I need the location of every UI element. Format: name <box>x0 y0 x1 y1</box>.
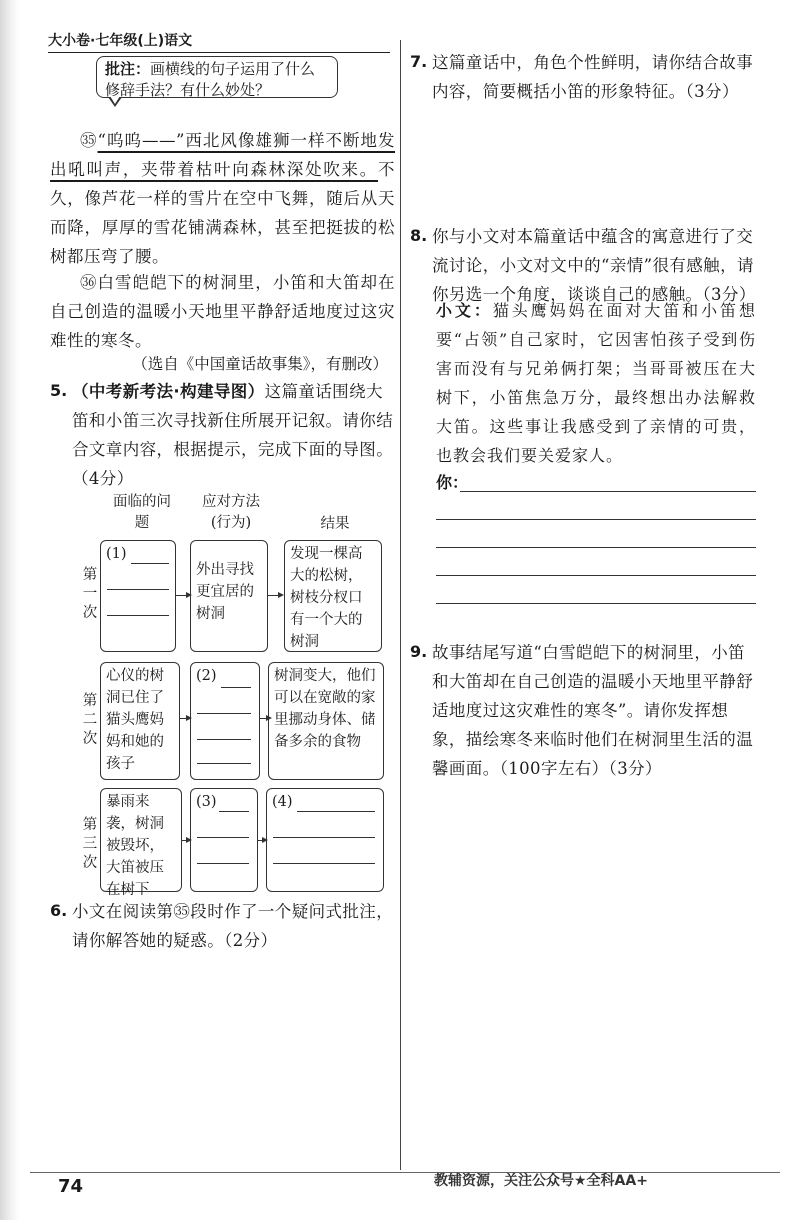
diagram-arrow <box>258 840 266 841</box>
question-5-body: 这篇童话围绕大笛和小笛三次寻找新住所展开记叙。请你结合文章内容，根据提示，完成下面的导图。（4分） <box>72 382 394 488</box>
diagram-box-r1c2: 外出寻找更宜居的树洞 <box>190 540 268 652</box>
answer-blank[interactable] <box>131 563 169 564</box>
footer-rule <box>30 1172 780 1173</box>
answer-line[interactable] <box>436 547 756 548</box>
annotation-text: 画横线的句子运用了什么修辞手法？有什么妙处？ <box>105 60 316 99</box>
answer-blank[interactable] <box>219 811 249 812</box>
paragraph-36-marker: ㊱ <box>80 273 98 292</box>
question-6-number: 6. <box>50 901 68 920</box>
answer-line[interactable] <box>460 491 756 492</box>
diagram-box-r3c1: 暴雨来袭，树洞被毁坏，大笛被压在树下 <box>100 788 182 892</box>
diagram-arrow <box>182 840 190 841</box>
answer-blank[interactable] <box>107 615 169 616</box>
diagram-box-r2c3: 树洞变大，他们可以在宽敞的家里挪动身体、储备多余的食物 <box>268 662 384 780</box>
scan-edge-shadow <box>0 0 20 1220</box>
answer-blank[interactable] <box>197 739 251 740</box>
source-citation: （选自《中国童话故事集》，有删改） <box>132 355 388 373</box>
question-9-number: 9. <box>410 642 428 661</box>
diagram-box-r3c2 <box>190 788 258 892</box>
annotation-label: 批注： <box>105 60 151 78</box>
answer-blank[interactable] <box>297 811 375 812</box>
xiaowen-text: 猫头鹰妈妈在面对大笛和小笛想要“占领”自己家时，它因害怕孩子受到伤害而没有与兄弟俩打架；当哥哥被压在大树下，小笛焦急万分，最终想出办法解救大笛。这些事让我感受到了亲情的可贵，也教会我们要关爱家人。 <box>436 301 756 465</box>
underlined-sentence: “呜呜——”西北风像雄狮一样不断地发出吼叫声，夹带着枯叶向森林深处吹来。 <box>50 131 396 179</box>
question-5-tag: （中考新考法·构建导图） <box>72 382 265 401</box>
paragraph-36-text: 白雪皑皑下的树洞里，小笛和大笛却在自己创造的温暖小天地里平静舒适地度过这灾难性的寒冬。 <box>50 273 396 350</box>
paragraph-36 <box>50 268 395 355</box>
diagram-box-r3c3 <box>266 788 384 892</box>
answer-blank[interactable] <box>197 763 251 764</box>
question-7-text: 这篇童话中，角色个性鲜明，请你结合故事内容，简要概括小笛的形象特征。（3分） <box>432 53 754 101</box>
answer-blank[interactable] <box>197 863 249 864</box>
question-7-number: 7. <box>410 52 428 71</box>
question-8-number: 8. <box>410 226 428 245</box>
answer-line[interactable] <box>436 575 756 576</box>
page-header-title: 大小卷·七年级(上)语文 <box>48 33 193 49</box>
column-divider <box>400 40 401 1170</box>
answer-blank[interactable] <box>197 713 251 714</box>
diagram-arrow <box>268 595 282 596</box>
answer-line[interactable] <box>436 603 756 604</box>
diagram-box-r1c3: 发现一棵高大的松树，树枝分杈口有一个大的树洞 <box>284 540 382 652</box>
answer-line[interactable] <box>436 519 756 520</box>
diagram-box-r2c1: 心仪的树洞已住了猫头鹰妈妈和她的孩子 <box>100 662 180 780</box>
diagram-arrow <box>180 718 190 719</box>
diagram-col-header-method: 应对方法(行为) <box>202 494 260 531</box>
diagram-row-label-3: 第三次 <box>82 817 98 871</box>
paragraph-35-rest: 不久，像芦花一样的雪片在空中飞舞，随后从天而降，厚厚的雪花铺满森林，甚至把挺拔的松树都压弯了腰。 <box>50 160 395 266</box>
diagram-col-header-problem: 面临的问题 <box>113 494 171 531</box>
header-rule <box>48 52 390 53</box>
your-answer-label: 你： <box>436 473 469 492</box>
page-number: 74 <box>58 1176 84 1197</box>
question-9-text: 故事结尾写道“白雪皑皑下的树洞里，小笛和大笛却在自己创造的温暖小天地里平静舒适地度过这灾难性的寒冬”。请你发挥想象，描绘寒冬来临时他们在树洞里生活的温馨画面。（100字左右）（3分） <box>432 643 754 778</box>
blank-label-3: (3) <box>196 794 217 810</box>
blank-label-2: (2) <box>196 668 217 684</box>
paragraph-35-marker: ㉟ <box>80 131 98 150</box>
xiaowen-response <box>436 296 756 470</box>
diagram-arrow <box>176 595 190 596</box>
diagram-row-label-1: 第一次 <box>82 567 98 621</box>
footer-promo: 教辅资源，关注公众号★全科AA+ <box>434 1173 648 1189</box>
diagram-box-r1c1 <box>100 540 176 652</box>
paragraph-35 <box>50 126 395 271</box>
answer-blank[interactable] <box>197 837 249 838</box>
annotation-callout <box>96 56 338 98</box>
answer-blank[interactable] <box>273 863 375 864</box>
answer-blank[interactable] <box>221 687 251 688</box>
xiaowen-label: 小文： <box>436 301 493 320</box>
blank-label-4: (4) <box>272 794 293 810</box>
question-8-text: 你与小文对本篇童话中蕴含的寓意进行了交流讨论，小文对文中的“亲情”很有感触，请你另选一个角度，谈谈自己的感触。（3分） <box>432 227 756 304</box>
blank-label-1: (1) <box>106 546 127 562</box>
diagram-row-label-2: 第二次 <box>82 693 98 747</box>
answer-blank[interactable] <box>107 589 169 590</box>
answer-blank[interactable] <box>273 837 375 838</box>
question-6-text: 小文在阅读第㉟段时作了一个疑问式批注，请你解答她的疑惑。（2分） <box>72 902 394 950</box>
diagram-box-r2c2 <box>190 662 260 780</box>
diagram-col-header-result: 结果 <box>320 516 350 532</box>
callout-pointer-inner <box>110 96 120 104</box>
question-5-text <box>72 377 394 493</box>
question-5-number: 5. <box>50 381 68 400</box>
